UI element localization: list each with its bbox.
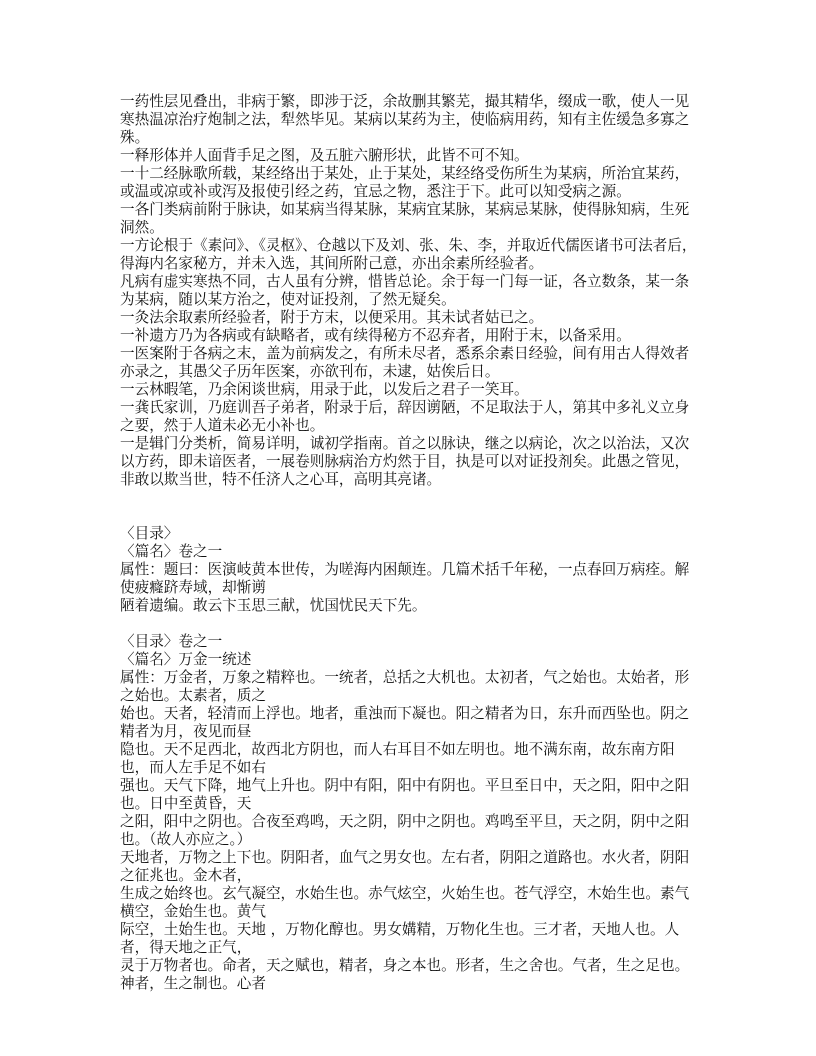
attribute-text: 属性：万金者，万象之精粹也。一统者，总括之大机也。太初者，气之始也。太始者，形之始也。太素者，质之 [120,669,690,704]
catalog-marker: 〈目录〉 [120,525,179,542]
catalog-marker: 〈目录〉卷之一 [120,633,223,650]
preface-item: 一龚氏家训，乃庭训吾子弟者，附录于后，辞因谫陋，不足取法于人，第其中多礼义立身之要，然于人道未必无小补也。 [120,399,690,434]
spacer [120,507,700,525]
chapter-title: 〈篇名〉万金一统述 [120,651,252,668]
attribute-text: 陋着遗编。敢云卞玉思三献，忧国忧民天下先。 [120,597,427,614]
attribute-text: 属性：题曰：医演岐黄本世传，为嗟海内困颠连。几篇术括千年秘，一点春回万病痊。解使疲癃跻寿域，却惭谫 [120,561,690,596]
preface-item: 一方论根于《素问》、《灵枢》、仓越以下及刘、张、朱、李，并取近代儒医诸书可法者后，得海内名家秘方，并未入选，其间所附己意，亦出余素所经验者。 [120,237,697,272]
preface-item: 一灸法余取素所经验者，附于方末，以便采用。其未试者姑已之。 [120,309,544,326]
preface-item: 一补遗方乃为各病或有缺略者，或有续得秘方不忍弃者，用附于末，以备采用。 [120,327,631,344]
body-text: 灵于万物者也。命者，天之赋也，精者，身之本也。形者，生之舍也。气者，生之足也。神者，生之制也。心者 [120,957,690,992]
body-text: 天地者，万物之上下也。阴阳者，血气之男女也。左右者，阴阳之道路也。水火者，阴阳之征兆也。金木者， [120,849,690,884]
body-text: 生成之始终也。玄气凝空，水始生也。赤气炫空，火始生也。苍气浮空，木始生也。素气横空，金始生也。黄气 [120,885,690,920]
preface-item: 一各门类病前附于脉诀，如某病当得某脉，某病宜某脉，某病忌某脉，使得脉知病，生死洞然。 [120,201,690,236]
preface-item: 一十二经脉歌所载，某经络出于某处，止于某处，某经络受伤所生为某病，所治宜某药，或温或凉或补或泻及报使引经之药，宜忌之物，悉注于下。此可以知受病之源。 [120,165,690,200]
body-text: 强也。天气下降，地气上升也。阴中有阳，阳中有阴也。平旦至日中，天之阳，阳中之阳也。日中至黄昏，天 [120,777,690,812]
document-page [120,93,700,993]
body-text: 始也。天者，轻清而上浮也。地者，重浊而下凝也。阳之精者为日，东升而西坠也。阴之精者为月，夜见而昼 [120,705,690,740]
preface-item: 一药性层见叠出，非病于繁，即涉于泛，余故删其繁芜，撮其精华，缀成一歌，使人一见寒热温凉治疗炮制之法，犁然毕见。某病以某药为主，使临病用药，知有主佐缓急多寡之殊。 [120,93,690,146]
chapter-title: 〈篇名〉卷之一 [120,543,223,560]
preface-item: 凡病有虚实寒热不同，古人虽有分辨，惜皆总论。余于每一门每一证，各立数条，某一条为某病，随以某方治之，使对证投剂，了然无疑矣。 [120,273,690,308]
preface-item: 一云林暇笔，乃余闲谈世病，用录于此，以发后之君子一笑耳。 [120,381,529,398]
spacer [120,615,700,633]
preface-item: 一医案附于各病之末，盖为前病发之，有所未尽者，悉系余素日经验，间有用古人得效者亦录之，其愚父子历年医案，亦欲刊布，未逮，姑俟后日。 [120,345,690,380]
preface-item: 一是辑门分类析，简易详明，诚初学指南。首之以脉诀，继之以病论，次之以治法，又次以方药，即未谙医者，一展卷则脉病治方灼然于目，执是可以对证投剂矣。此愚之管见，非敢以欺当世，特不任济人之心耳，高明其亮诸。 [120,435,690,488]
body-text: 隐也。天不足西北，故西北方阴也，而人右耳目不如左明也。地不满东南，故东南方阳也，而人左手足不如右 [120,741,675,776]
body-text: 之阳，阳中之阴也。合夜至鸡鸣，天之阴，阴中之阴也。鸡鸣至平旦，天之阴，阴中之阳也。（故人亦应之。） [120,813,690,848]
section-wanjin-yitong [120,633,700,993]
preface-item: 一释形体并人面背手足之图，及五脏六腑形状，此皆不可不知。 [120,147,529,164]
body-text: 际空，土始生也。天地 ，万物化醇也。男女媾精，万物化生也。三才者，天地人也。人者，得天地之正气， [120,921,680,956]
preface-list [120,93,700,489]
section-volume-one-intro [120,525,700,615]
spacer [120,489,700,507]
